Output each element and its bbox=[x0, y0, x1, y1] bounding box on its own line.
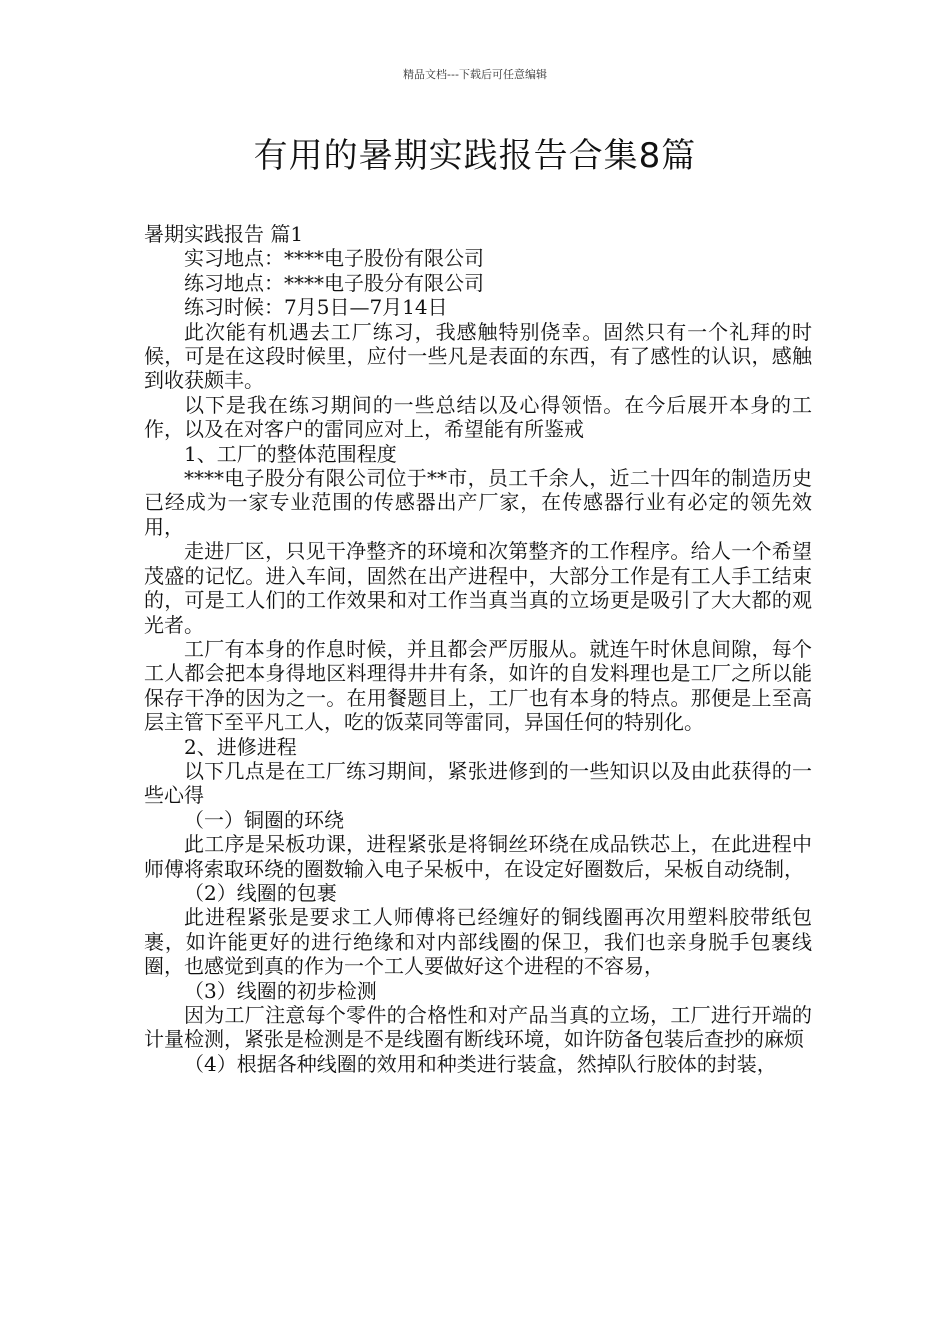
info-line-internship-location: 实习地点：****电子股份有限公司 bbox=[184, 246, 484, 271]
document-body bbox=[144, 222, 812, 1076]
document-title: 有用的暑期实践报告合集8篇 bbox=[253, 136, 697, 176]
paragraph: 走进厂区，只见干净整齐的环境和次第整齐的工作程序。给人一个希望茂盛的记忆。进入车间，固然在出产进程中，大部分工作是有工人手工结束的，可是工人们的工作效果和对工作当真当真的立场更是吸引了大大都的观光者。 bbox=[144, 539, 812, 637]
subheading: 1、工厂的整体范围程度 bbox=[184, 441, 397, 466]
paragraph: 此进程紧张是要求工人师傅将已经缠好的铜线圈再次用塑料胶带纸包裹，如许能更好的进行绝缘和对内部线圈的保卫，我们也亲身脱手包裹线圈，也感觉到真的作为一个工人要做好这个进程的不容易， bbox=[144, 905, 812, 979]
paragraph: 因为工厂注意每个零件的合格性和对产品当真的立场，工厂进行开端的计量检测，紧张是检测是不是线圈有断线环境，如许防备包装后查抄的麻烦 bbox=[144, 1003, 812, 1052]
info-line-practice-location: 练习地点：****电子股分有限公司 bbox=[184, 270, 484, 295]
subheading: （3）线圈的初步检测 bbox=[184, 978, 377, 1003]
paragraph: 此工序是呆板功课，进程紧张是将铜丝环绕在成品铁芯上，在此进程中师傅将索取环绕的圈数输入电子呆板中，在设定好圈数后，呆板自动绕制， bbox=[144, 832, 812, 881]
page-header-note: 精品文档---下载后可任意编辑 bbox=[403, 68, 547, 81]
paragraph: 工厂有本身的作息时候，并且都会严厉服从。就连午时休息间隙，每个工人都会把本身得地区料理得井井有条，如许的自发料理也是工厂之所以能保存干净的因为之一。在用餐题目上，工厂也有本身的特点。那便是上至高层主管下至平凡工人，吃的饭菜同等雷同，异国任何的特别化。 bbox=[144, 636, 812, 735]
paragraph: ****电子股分有限公司位于**市，员工千余人，近二十四年的制造历史已经成为一家专业范围的传感器出产厂家，在传感器行业有必定的领先效用， bbox=[144, 466, 812, 539]
section-heading: 暑期实践报告 篇1 bbox=[144, 222, 304, 246]
subheading: （一）铜圈的环绕 bbox=[184, 807, 344, 832]
subheading: （2）线圈的包裹 bbox=[184, 880, 337, 905]
paragraph: 以下几点是在工厂练习期间，紧张进修到的一些知识以及由此获得的一些心得 bbox=[144, 758, 812, 808]
info-line-practice-time: 练习时候：7月5日—7月14日 bbox=[184, 295, 448, 320]
paragraph: 此次能有机遇去工厂练习，我感触特别侥幸。固然只有一个礼拜的时候，可是在这段时候里，应付一些凡是表面的东西，有了感性的认识，感触到收获颇丰。 bbox=[144, 319, 812, 393]
subheading: 2、进修进程 bbox=[184, 734, 297, 759]
paragraph: （4）根据各种线圈的效用和种类进行装盒，然掉队行胶体的封装， bbox=[184, 1051, 777, 1076]
paragraph: 以下是我在练习期间的一些总结以及心得领悟。在今后展开本身的工作，以及在对客户的雷同应对上，希望能有所鉴戒 bbox=[144, 392, 812, 442]
